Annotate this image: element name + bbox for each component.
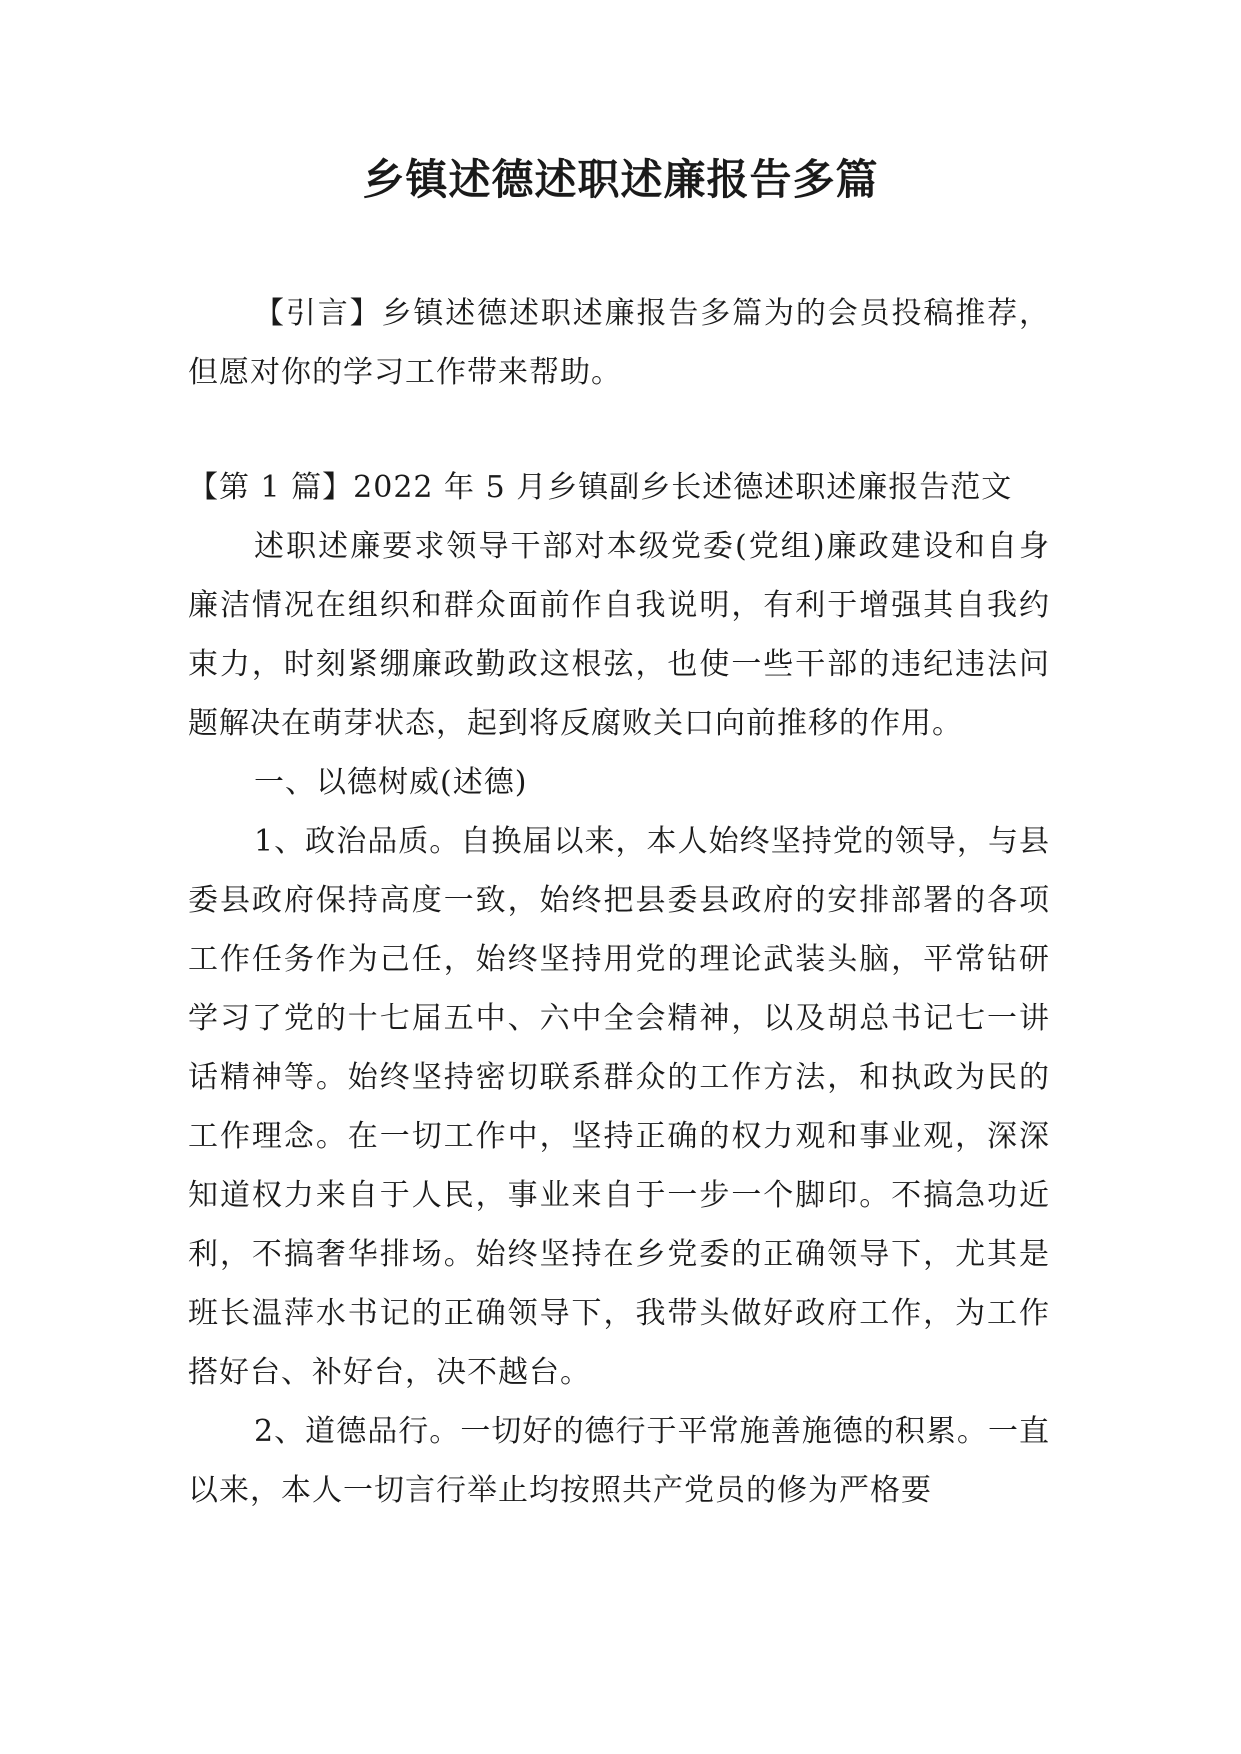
document-title: 乡镇述德述职述廉报告多篇 [362,155,879,204]
body-paragraph-political-quality: 1、政治品质。自换届以来，本人始终坚持党的领导，与县委县政府保持高度一致，始终把县委县政府的安排部署的各项工作任务作为己任，始终坚持用党的理论武装头脑，平常钻研学习了党的十七届五中、六中全会精神，以及胡总书记七一讲话精神等。始终坚持密切联系群众的工作方法，和执政为民的工作理念。在一切工作中，坚持正确的权力观和事业观，深深知道权力来自于人民，事业来自于一步一个脚印。不搞急功近利，不搞奢华排场。始终坚持在乡党委的正确领导下，尤其是班长温萍水书记的正确领导下，我带头做好政府工作，为工作搭好台、补好台，决不越台。 [188,824,1050,1390]
document-body [188,458,1050,1520]
lead-paragraph: 【引言】乡镇述德述职述廉报告多篇为的会员投稿推荐，但愿对你的学习工作带来帮助。 [188,296,1050,390]
subheading-moral: 一、以德树威(述德) [254,765,528,800]
section-heading: 【第 1 篇】2022 年 5 月乡镇副乡长述德述职述廉报告范文 [188,470,1013,505]
body-paragraph-intro: 述职述廉要求领导干部对本级党委(党组)廉政建设和自身廉洁情况在组织和群众面前作自我说明，有利于增强其自我约束力，时刻紧绷廉政勤政这根弦，也使一些干部的违纪违法问题解决在萌芽状态，起到将反腐败关口向前推移的作用。 [188,529,1050,741]
body-paragraph-moral-conduct: 2、道德品行。一切好的德行于平常施善施德的积累。一直以来，本人一切言行举止均按照共产党员的修为严格要 [188,1414,1050,1508]
